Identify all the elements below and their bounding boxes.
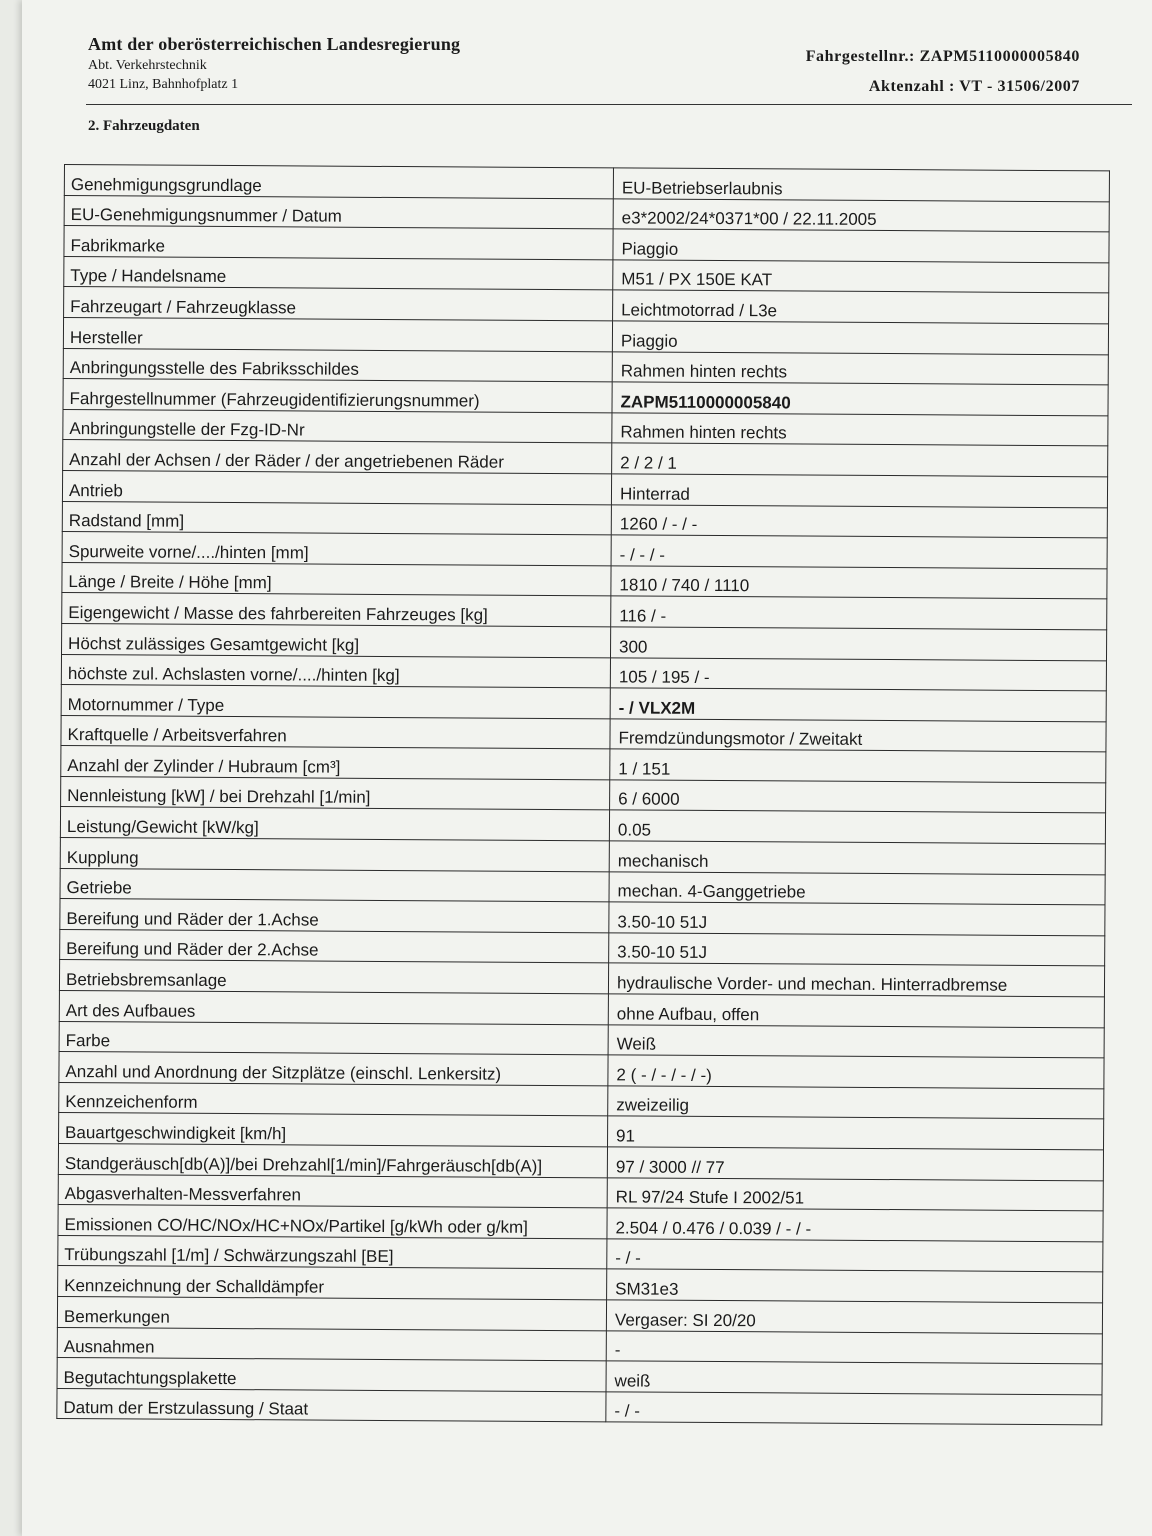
- field-value: mechan. 4-Ganggetriebe: [609, 871, 1105, 905]
- chassis-number-label: Fahrgestellnr.:: [805, 48, 915, 65]
- field-label: Type / Handelsname: [64, 256, 613, 290]
- field-label: Abgasverhalten-Messverfahren: [58, 1174, 607, 1208]
- field-label: Anzahl und Anordnung der Sitzplätze (einschl. Lenkersitz): [59, 1052, 608, 1086]
- field-label: Fabrikmarke: [64, 226, 613, 260]
- field-label: Kupplung: [60, 838, 609, 872]
- field-value: 1810 / 740 / 1110: [611, 566, 1107, 600]
- header-divider: [86, 104, 1132, 105]
- field-value: SM31e3: [607, 1269, 1103, 1303]
- department: Abt. Verkehrstechnik: [88, 58, 207, 73]
- field-value: 1 / 151: [610, 749, 1106, 783]
- field-value: 6 / 6000: [610, 780, 1106, 814]
- field-label: Begutachtungsplakette: [57, 1358, 606, 1392]
- field-value: mechanisch: [609, 841, 1105, 875]
- field-value: 3.50-10 51J: [609, 902, 1105, 936]
- field-label: Standgeräusch[db(A)]/bei Drehzahl[1/min]/Fahrgeräusch[db(A)]: [58, 1143, 607, 1177]
- field-value: 105 / 195 / -: [610, 657, 1106, 691]
- field-value: RL 97/24 Stufe I 2002/51: [607, 1177, 1103, 1211]
- field-value: Weiß: [608, 1024, 1104, 1058]
- field-value: ohne Aufbau, offen: [608, 994, 1104, 1028]
- field-label: Anbringungsstelle des Fabriksschildes: [63, 348, 612, 382]
- field-value: -: [606, 1330, 1102, 1364]
- table-row: [57, 1388, 1102, 1425]
- field-label: Anbringungstelle der Fzg-ID-Nr: [63, 409, 612, 443]
- file-number-label: Aktenzahl :: [868, 78, 955, 95]
- field-value: zweizeilig: [608, 1086, 1104, 1120]
- field-label: Trübungszahl [1/m] / Schwärzungszahl [BE]: [58, 1235, 607, 1269]
- field-label: Nennleistung [kW] / bei Drehzahl [1/min]: [61, 776, 610, 810]
- field-label: Getriebe: [60, 868, 609, 902]
- field-label: Emissionen CO/HC/NOx/HC+NOx/Partikel [g/kWh oder g/km]: [58, 1205, 607, 1239]
- field-label: Hersteller: [63, 317, 612, 351]
- field-value: ZAPM5110000005840: [612, 382, 1108, 416]
- field-label: Spurweite vorne/..../hinten [mm]: [62, 532, 611, 566]
- field-value: Piaggio: [612, 321, 1108, 355]
- field-label: Höchst zulässiges Gesamtgewicht [kg]: [62, 623, 611, 657]
- issuer-block: [88, 34, 460, 93]
- address: 4021 Linz, Bahnhofplatz 1: [88, 77, 239, 92]
- file-number-line: [806, 78, 1080, 96]
- field-value: Vergaser: SI 20/20: [606, 1300, 1102, 1334]
- field-value: e3*2002/24*0371*00 / 22.11.2005: [613, 198, 1109, 232]
- field-label: Antrieb: [62, 470, 611, 504]
- field-value: Rahmen hinten rechts: [612, 413, 1108, 447]
- field-label: Fahrgestellnummer (Fahrzeugidentifizierungsnummer): [63, 379, 612, 413]
- field-value: EU-Betriebserlaubnis: [613, 168, 1109, 202]
- field-value: 116 / -: [611, 596, 1107, 630]
- field-value: weiß: [606, 1361, 1102, 1395]
- field-value: - / VLX2M: [610, 688, 1106, 722]
- field-label: EU-Genehmigungsnummer / Datum: [64, 195, 613, 229]
- field-label: Bereifung und Räder der 2.Achse: [60, 929, 609, 963]
- field-value: 1260 / - / -: [611, 504, 1107, 538]
- field-value: - / - / -: [611, 535, 1107, 569]
- field-label: Anzahl der Zylinder / Hubraum [cm³]: [61, 746, 610, 780]
- field-label: Bauartgeschwindigkeit [km/h]: [59, 1113, 608, 1147]
- issuing-authority: Amt der oberösterreichischen Landesregierung: [88, 34, 461, 54]
- field-value: Hinterrad: [611, 474, 1107, 508]
- field-label: Kraftquelle / Arbeitsverfahren: [61, 715, 610, 749]
- section-title: 2. Fahrzeugdaten: [88, 118, 200, 134]
- field-value: hydraulische Vorder- und mechan. Hinterradbremse: [608, 963, 1104, 997]
- field-label: Fahrzeugart / Fahrzeugklasse: [64, 287, 613, 321]
- field-value: 2 ( - / - / - / -): [608, 1055, 1104, 1089]
- field-value: 3.50-10 51J: [609, 933, 1105, 967]
- field-value: - / -: [607, 1239, 1103, 1273]
- field-label: Kennzeichnung der Schalldämpfer: [58, 1266, 607, 1300]
- field-label: Länge / Breite / Höhe [mm]: [62, 562, 611, 596]
- field-value: 91: [608, 1116, 1104, 1150]
- field-label: Bemerkungen: [57, 1296, 606, 1330]
- field-value: Fremdzündungsmotor / Zweitakt: [610, 719, 1106, 753]
- field-value: 2.504 / 0.476 / 0.039 / - / -: [607, 1208, 1103, 1242]
- chassis-number-line: [806, 48, 1080, 66]
- field-label: Kennzeichenform: [59, 1082, 608, 1116]
- field-value: Piaggio: [613, 229, 1109, 263]
- field-label: Ausnahmen: [57, 1327, 606, 1361]
- field-label: Leistung/Gewicht [kW/kg]: [60, 807, 609, 841]
- field-label: Art des Aufbaues: [59, 991, 608, 1025]
- field-value: 2 / 2 / 1: [612, 443, 1108, 477]
- reference-block: [806, 48, 1080, 108]
- field-value: Leichtmotorrad / L3e: [613, 290, 1109, 324]
- field-label: Motornummer / Type: [61, 685, 610, 719]
- field-label: Datum der Erstzulassung / Staat: [57, 1388, 606, 1422]
- field-value: 0.05: [609, 810, 1105, 844]
- field-label: Bereifung und Räder der 1.Achse: [60, 899, 609, 933]
- field-label: Anzahl der Achsen / der Räder / der angetriebenen Räder: [63, 440, 612, 474]
- field-value: 97 / 3000 // 77: [607, 1147, 1103, 1181]
- vehicle-data-rows: [57, 165, 1110, 1426]
- field-label: Radstand [mm]: [62, 501, 611, 535]
- chassis-number-value: ZAPM5110000005840: [919, 48, 1080, 65]
- file-number-value: VT - 31506/2007: [959, 78, 1080, 95]
- field-value: Rahmen hinten rechts: [612, 351, 1108, 385]
- field-label: höchste zul. Achslasten vorne/..../hinten [kg]: [61, 654, 610, 688]
- field-label: Eigengewicht / Masse des fahrbereiten Fahrzeuges [kg]: [62, 593, 611, 627]
- field-label: Betriebsbremsanlage: [59, 960, 608, 994]
- field-value: 300: [610, 627, 1106, 661]
- field-value: - / -: [606, 1392, 1102, 1426]
- field-value: M51 / PX 150E KAT: [613, 260, 1109, 294]
- vehicle-data-table: [56, 164, 1110, 1426]
- field-label: Farbe: [59, 1021, 608, 1055]
- field-label: Genehmigungsgrundlage: [64, 165, 613, 199]
